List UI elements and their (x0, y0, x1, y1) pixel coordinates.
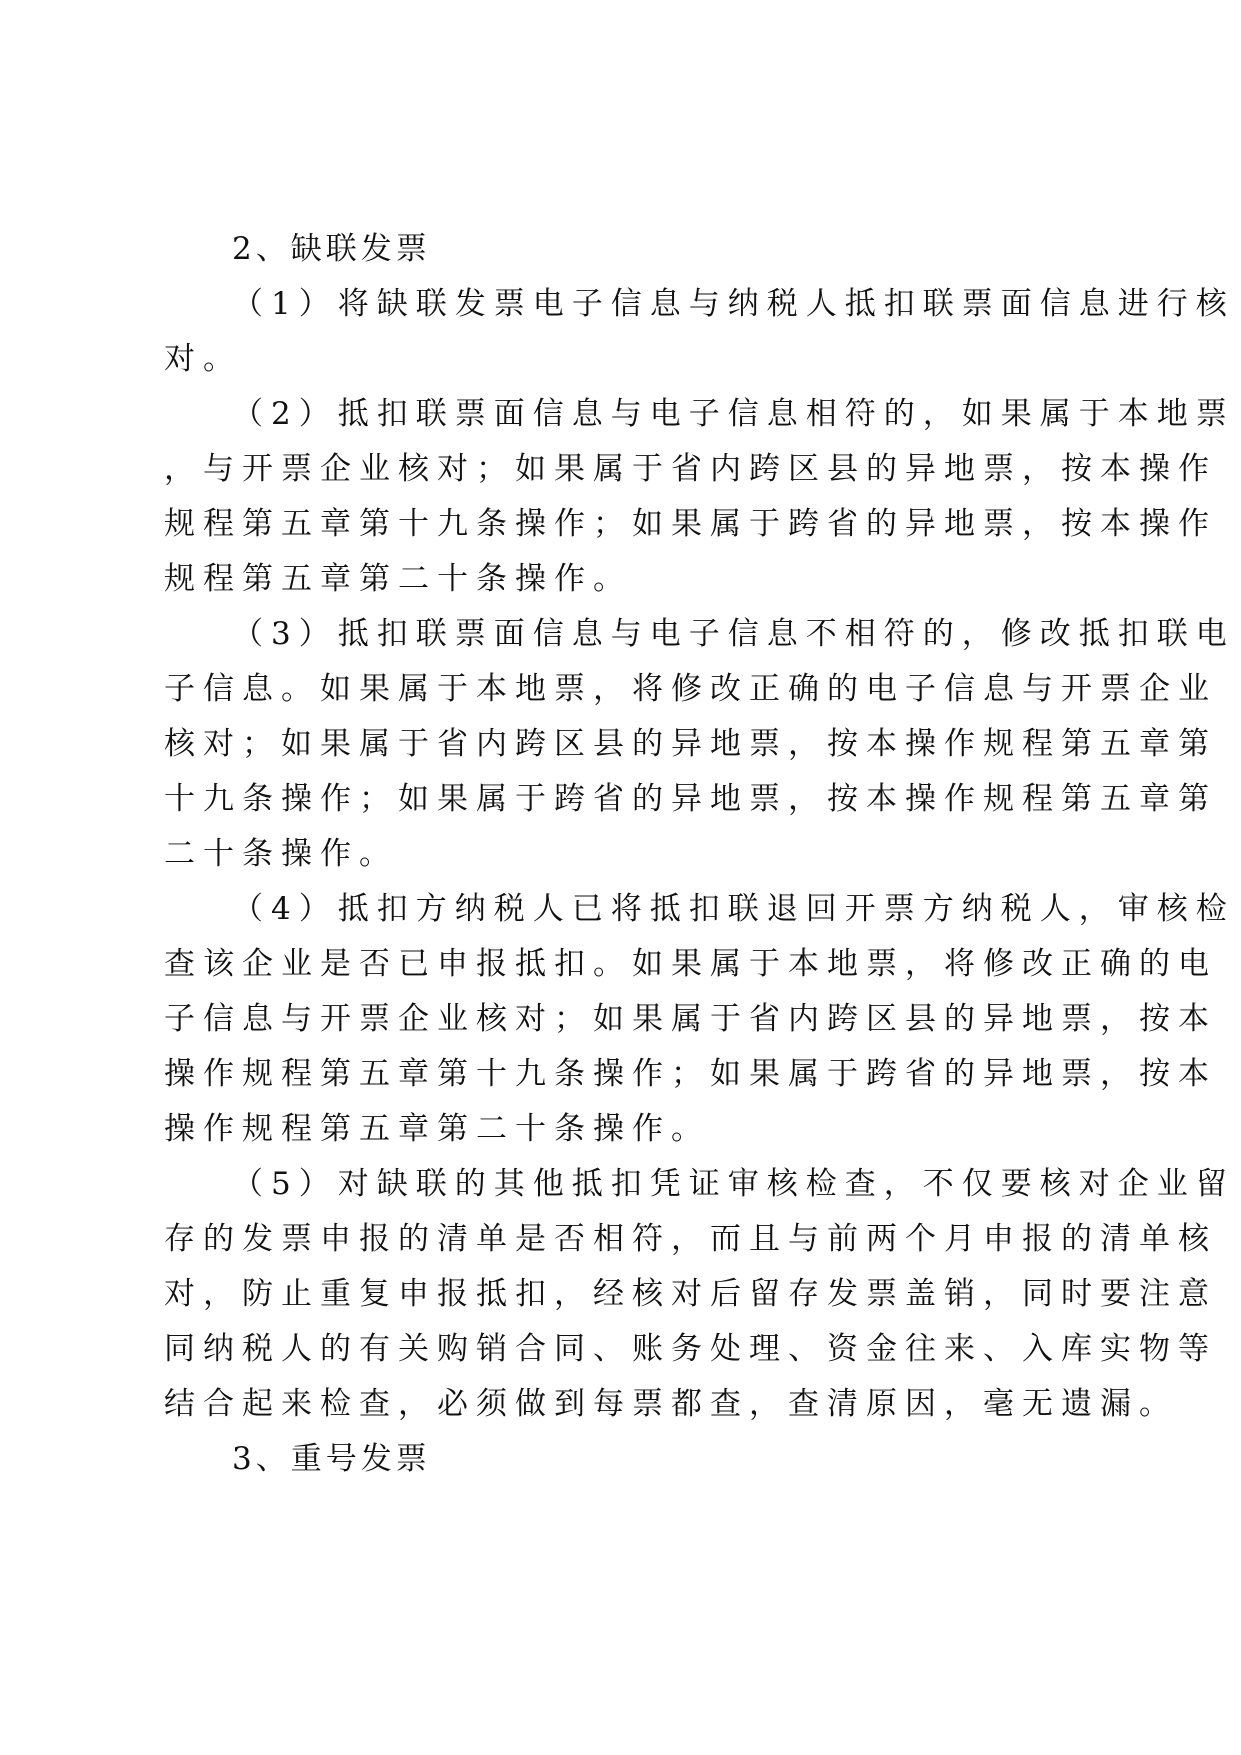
paragraph-5-line-1: （5）对缺联的其他抵扣凭证审核检查，不仅要核对企业留 (232, 1166, 1235, 1202)
paragraph-5-line-4: 同纳税人的有关购销合同、账务处理、资金往来、入库实物等 (164, 1331, 1217, 1367)
paragraph-2-line-2: ，与开票企业核对；如果属于省内跨区县的异地票，按本操作 (164, 451, 1217, 487)
paragraph-4-line-4: 操作规程第五章第十九条操作；如果属于跨省的异地票，按本 (164, 1056, 1217, 1092)
paragraph-4-line-3: 子信息与开票企业核对；如果属于省内跨区县的异地票，按本 (164, 1001, 1217, 1037)
paragraph-3-line-5: 二十条操作。 (164, 836, 398, 872)
paragraph-2-line-3: 规程第五章第十九条操作；如果属于跨省的异地票，按本操作 (164, 506, 1217, 542)
paragraph-1-line-1: （1）将缺联发票电子信息与纳税人抵扣联票面信息进行核 (232, 286, 1235, 322)
paragraph-1-line-2: 对。 (164, 341, 242, 377)
paragraph-5-line-2: 存的发票申报的清单是否相符，而且与前两个月申报的清单核 (164, 1221, 1217, 1257)
paragraph-4-line-1: （4）抵扣方纳税人已将抵扣联退回开票方纳税人，审核检 (232, 891, 1235, 927)
section-heading-duplicate-number-invoice: 3、重号发票 (232, 1441, 431, 1477)
paragraph-2-line-1: （2）抵扣联票面信息与电子信息相符的，如果属于本地票 (232, 396, 1235, 432)
paragraph-2-line-4: 规程第五章第二十条操作。 (164, 561, 632, 597)
paragraph-5-line-5: 结合起来检查，必须做到每票都查，查清原因，毫无遗漏。 (164, 1386, 1178, 1422)
paragraph-3-line-3: 核对；如果属于省内跨区县的异地票，按本操作规程第五章第 (164, 726, 1217, 762)
paragraph-5-line-3: 对，防止重复申报抵扣，经核对后留存发票盖销，同时要注意 (164, 1276, 1217, 1312)
paragraph-4-line-5: 操作规程第五章第二十条操作。 (164, 1111, 710, 1147)
paragraph-3-line-4: 十九条操作；如果属于跨省的异地票，按本操作规程第五章第 (164, 781, 1217, 817)
paragraph-3-line-1: （3）抵扣联票面信息与电子信息不相符的，修改抵扣联电 (232, 616, 1235, 652)
document-body (164, 222, 1235, 1487)
paragraph-4-line-2: 查该企业是否已申报抵扣。如果属于本地票，将修改正确的电 (164, 946, 1217, 982)
paragraph-3-line-2: 子信息。如果属于本地票，将修改正确的电子信息与开票企业 (164, 671, 1217, 707)
section-heading-missing-copy-invoice: 2、缺联发票 (232, 231, 431, 267)
